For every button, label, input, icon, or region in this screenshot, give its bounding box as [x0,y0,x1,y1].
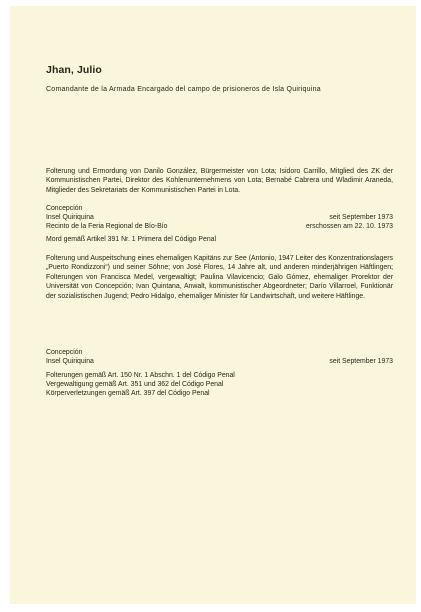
case1-description: Folterung und Ermordung von Danilo González, Bürgermeister von Lota; Isidoro Carrillo, Mitglied des ZK der Kommunistischen Partei, Direktor des Kohlenunternehmens von Lota; Bernabé Cabrera und Wladimir Araneda, Mitglieder des Sekretariats der Kommunistischen Partei in Lota. [46,168,393,194]
case1-law: Mord gemäß Artikel 391 Nr. 1 Primera del Código Penal [46,236,217,243]
case1-location1: Insel Quiriquina [46,214,94,221]
document-page [10,6,416,604]
case2-law-3: Körperverletzungen gemäß Art. 397 del Código Penal [46,390,210,397]
case1-place: Concepción [46,205,83,212]
case2-place: Concepción [46,349,83,356]
case1-location-row-1 [46,213,393,222]
case2-location1: Insel Quiriquina [46,358,94,365]
case2-date1: seit September 1973 [329,358,393,365]
case1-location2: Recinto de la Feria Regional de Bío-Bío [46,223,168,230]
case2-description: Folterung und Auspeitschung eines ehemaligen Kapitäns zur See (Antonio, 1947 Leiter des Konzentrationslagers „Puerto Rondizzoni“) und seiner Söhne; von José Flores, 14 Jahre alt, und anderen minderjährigen Häftlingen; Folterungen von Francisca Medel, vergewaltigt; Paulina Vilavicencio; Galo Gómez, ehemaliger Prorektor der Universität von Concepción; Ivan Quintana, Anwalt, kommunistischer Abgeordneter; Darío Villarroel, Funktionär der sozialistischen Jugend; Pedro Hidalgo, ehemaliger Minister für Landwirtschaft, und weitere Häftlinge. [46,255,393,300]
case2-location-row-1 [46,357,393,366]
case1-location-row-2 [46,222,393,231]
case1-date2: erschossen am 22. 10. 1973 [306,223,393,230]
case1-date1: seit September 1973 [329,214,393,221]
person-role: Comandante de la Armada Encargado del campo de prisioneros de Isla Quiriquina [46,86,321,93]
person-name: Jhan, Julio [46,64,102,76]
case2-law-2: Vergewaltigung gemäß Art. 351 und 362 del Código Penal [46,381,224,388]
case2-law-1: Folterungen gemäß Art. 150 Nr. 1 Abschn. 1 del Código Penal [46,372,235,379]
